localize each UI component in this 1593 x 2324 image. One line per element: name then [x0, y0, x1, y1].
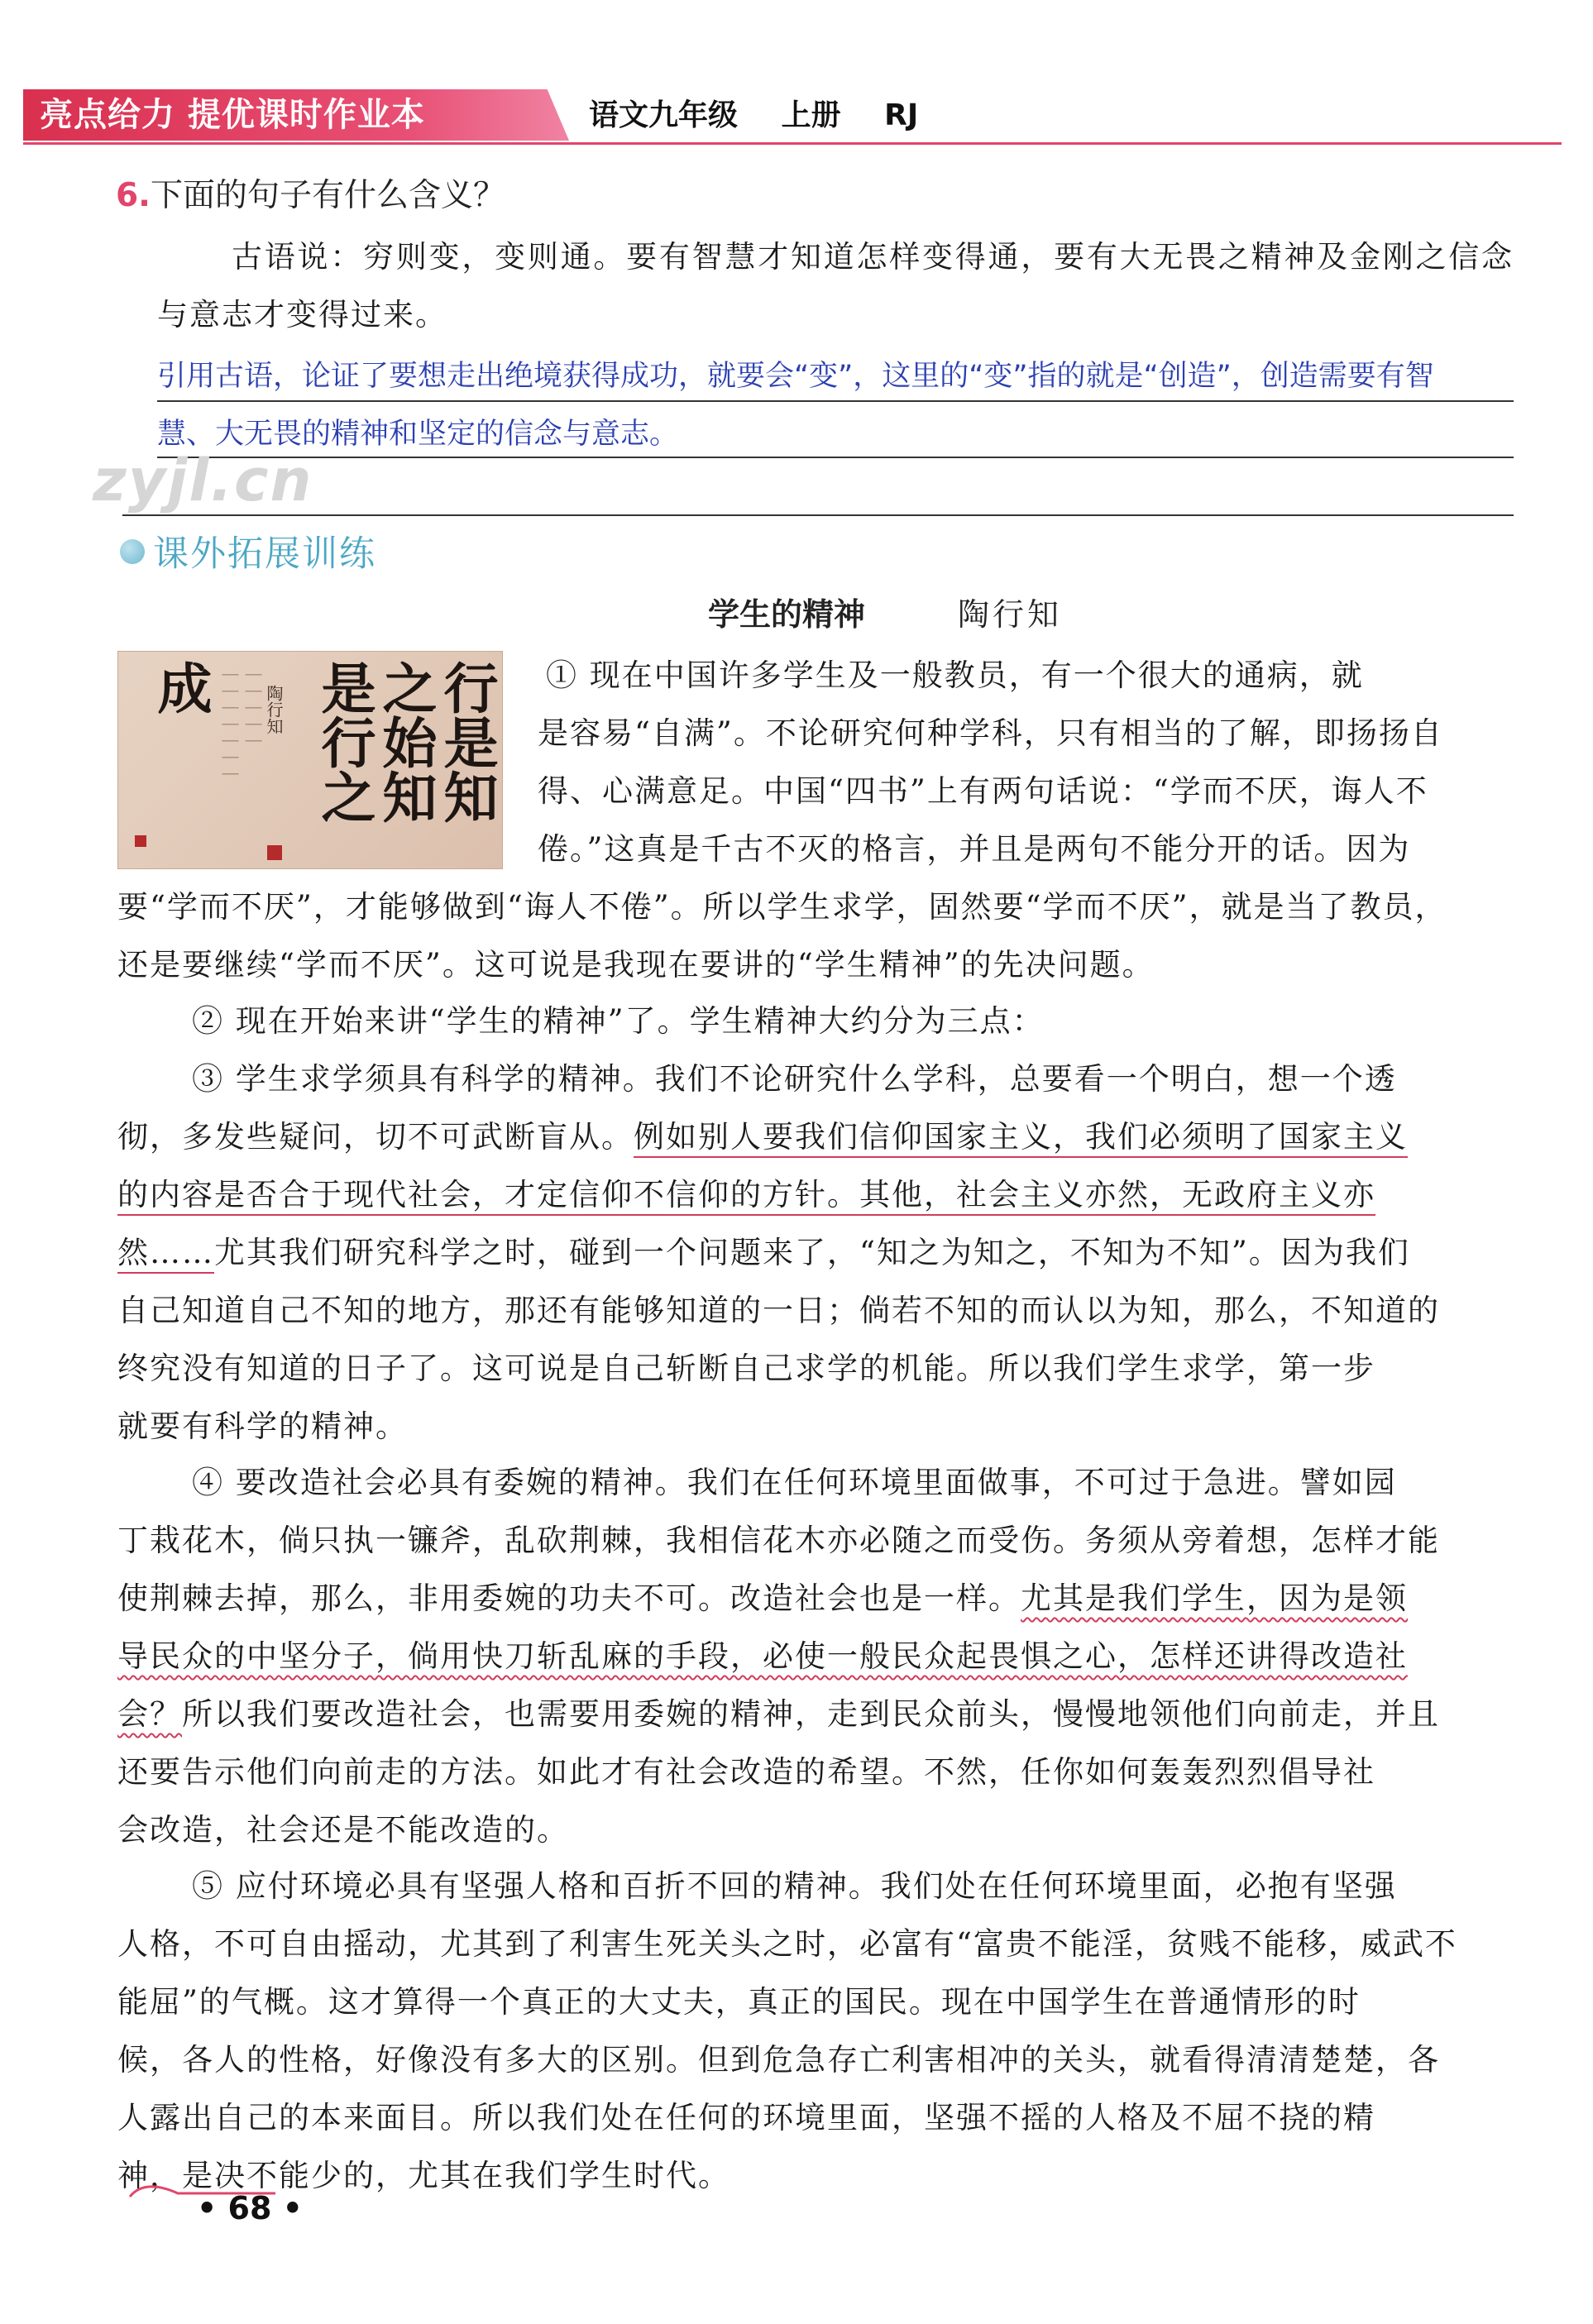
p4-line-1: ④ 要改造社会必具有委婉的精神。我们在任何环境里面做事，不可过于急进。譬如园: [192, 1465, 1397, 1500]
p4-line-3: [117, 1570, 1514, 1628]
p4-line-7: 会改造，社会还是不能改造的。: [117, 1812, 569, 1848]
p5-line-1: ⑤ 应付环境必具有坚强人格和百折不回的精神。我们处在任何环境里面，必抱有坚强: [192, 1868, 1397, 1904]
p4-line-3a: 使荆棘去掉，那么，非用委婉的功夫不可。改造社会也是一样。: [117, 1580, 1021, 1616]
p3-underline-3: 然……: [117, 1235, 214, 1274]
p4-line-2: 丁栽花木，倘只执一镰斧，乱砍荆棘，我相信花木亦必随之而受伤。务须从旁着想，怎样才能: [117, 1523, 1440, 1558]
p4-wavy-3: 会？: [117, 1696, 182, 1732]
article-author: 陶行知: [958, 596, 1063, 633]
header-meta: [589, 93, 951, 139]
header-divider: [23, 142, 1562, 145]
p5-line-4: 候，各人的性格，好像没有多大的区别。但到危急存亡利害相冲的关头，就看得清清楚楚，各: [117, 2042, 1440, 2078]
calligraphy-caption: 陶行知: [264, 685, 284, 734]
question-prompt: 下面的句子有什么含义？: [150, 177, 505, 214]
red-seal-icon: [135, 835, 146, 847]
p4-line-6: 还要告示他们向前走的方法。如此才有社会改造的希望。不然，任你如何轰轰烈烈倡导社: [117, 1754, 1375, 1790]
p4-line-5b: 所以我们要改造社会，也需要用委婉的精神，走到民众前头，慢慢地领他们向前走，并且: [182, 1696, 1440, 1732]
answer-line-2: 慧、大无畏的精神和坚定的信念与意志。: [157, 418, 679, 451]
p4-wavy-2: 导民众的中坚分子，倘用快刀斩乱麻的手段，必使一般民众起畏惧之心，怎样还讲得改造社: [117, 1638, 1408, 1674]
header-volume: 上册: [781, 98, 841, 132]
p4-line-5: [117, 1686, 1514, 1743]
p3-underline-2: 的内容是否合于现代社会，才定信仰不信仰的方针。其他，社会主义亦然，无政府主义亦: [117, 1177, 1375, 1216]
answer-line-1: 引用古语，论证了要想走出绝境获得成功，就要会“变”，这里的“变”指的就是“创造”，创造需要有智: [157, 360, 1434, 393]
article-title: 学生的精神: [708, 596, 866, 633]
question-number: 6.: [116, 177, 151, 214]
answer-rule-2: [157, 457, 1514, 458]
p3-line-6: 终究没有知道的日子了。这可说是自己斩断自己求学的机能。所以我们学生求学，第一步: [117, 1351, 1375, 1386]
p1-line-3: 得、心满意足。中国“四书”上有两句话说：“学而不厌，诲人不: [538, 773, 1428, 809]
p1-line-4: 倦。”这真是千古不灭的格言，并且是两句不能分开的话。因为: [538, 831, 1411, 867]
p3-line-7: 就要有科学的精神。: [117, 1408, 408, 1444]
question-6: [116, 170, 505, 216]
p5-line-5: 人露出自己的本来面目。所以我们处在任何的环境里面，坚强不摇的人格及不屈不挠的精: [117, 2100, 1375, 2135]
watermark: zyjl.cn: [93, 447, 313, 514]
calligraphy-column-1: 行是知: [434, 660, 499, 824]
header-edition: RJ: [884, 98, 919, 132]
calligraphy-image: [117, 651, 503, 869]
p1-line-2: 是容易“自满”。不论研究何种学科，只有相当的了解，即扬扬自: [538, 715, 1443, 751]
p2: ② 现在开始来讲“学生的精神”了。学生精神大约分为三点：: [192, 1003, 1045, 1039]
section-bullet-icon: [120, 539, 145, 564]
p3-underline-1: 例如别人要我们信仰国家主义，我们必须明了国家主义: [634, 1119, 1408, 1158]
p3-line-4b: 尤其我们研究科学之时，碰到一个问题来了，“知之为知之，不知为不知”。因为我们: [214, 1235, 1410, 1270]
calligraphy-column-4: 成: [148, 660, 213, 715]
header-brand: 亮点给力 提优课时作业本: [40, 96, 425, 134]
p5-line-3: 能屈”的气概。这才算得一个真正的大丈夫，真正的国民。现在中国学生在普通情形的时: [117, 1984, 1361, 2020]
section-title: 课外拓展训练: [153, 533, 376, 575]
calligraphy-inscription-2: ｜｜｜｜｜｜｜: [219, 667, 239, 782]
p3-line-2a: 彻，多发些疑问，切不可武断盲从。: [117, 1119, 634, 1155]
p1-line-1: ① 现在中国许多学生及一般教员，有一个很大的通病，就: [546, 658, 1364, 693]
calligraphy-column-3: 是行之: [312, 660, 376, 824]
calligraphy-inscription: ｜｜｜｜｜: [242, 667, 262, 749]
page-number: • 68 •: [197, 2190, 303, 2226]
calligraphy-column-2: 之始知: [373, 660, 438, 824]
p1-line-5: 要“学而不厌”，才能够做到“诲人不倦”。所以学生求学，固然要“学而不厌”，就是当了教员，: [117, 889, 1447, 925]
red-seal-icon: [267, 845, 282, 860]
p3-line-2: [117, 1108, 1514, 1166]
answer-rule-3: [122, 514, 1514, 516]
p5-line-6: 神，是决不能少的，尤其在我们学生时代。: [117, 2158, 730, 2193]
header-subject: 语文九年级: [589, 98, 739, 132]
p5-line-2: 人格，不可自由摇动，尤其到了利害生死关头之时，必富有“富贵不能淫，贫贱不能移，威武不: [117, 1926, 1457, 1962]
p1-line-6: 还是要继续“学而不厌”。这可说是我现在要讲的“学生精神”的先决问题。: [117, 947, 1155, 983]
answer-rule-1: [157, 400, 1514, 402]
p3-line-5: 自己知道自己不知的地方，那还有能够知道的一日；倘若不知的而认以为知，那么，不知道的: [117, 1293, 1440, 1328]
question-quote: 古语说：穷则变，变则通。要有智慧才知道怎样变得通，要有大无畏之精神及金刚之信念与意志才变得过来。: [157, 239, 1514, 332]
p3-line-4: [117, 1224, 1514, 1282]
p3-line-3: [117, 1166, 1514, 1224]
p3-line-1: ③ 学生求学须具有科学的精神。我们不论研究什么学科，总要看一个明白，想一个透: [192, 1061, 1397, 1097]
p4-line-4: [117, 1628, 1514, 1686]
p4-wavy-1: 尤其是我们学生，因为是领: [1021, 1580, 1408, 1616]
